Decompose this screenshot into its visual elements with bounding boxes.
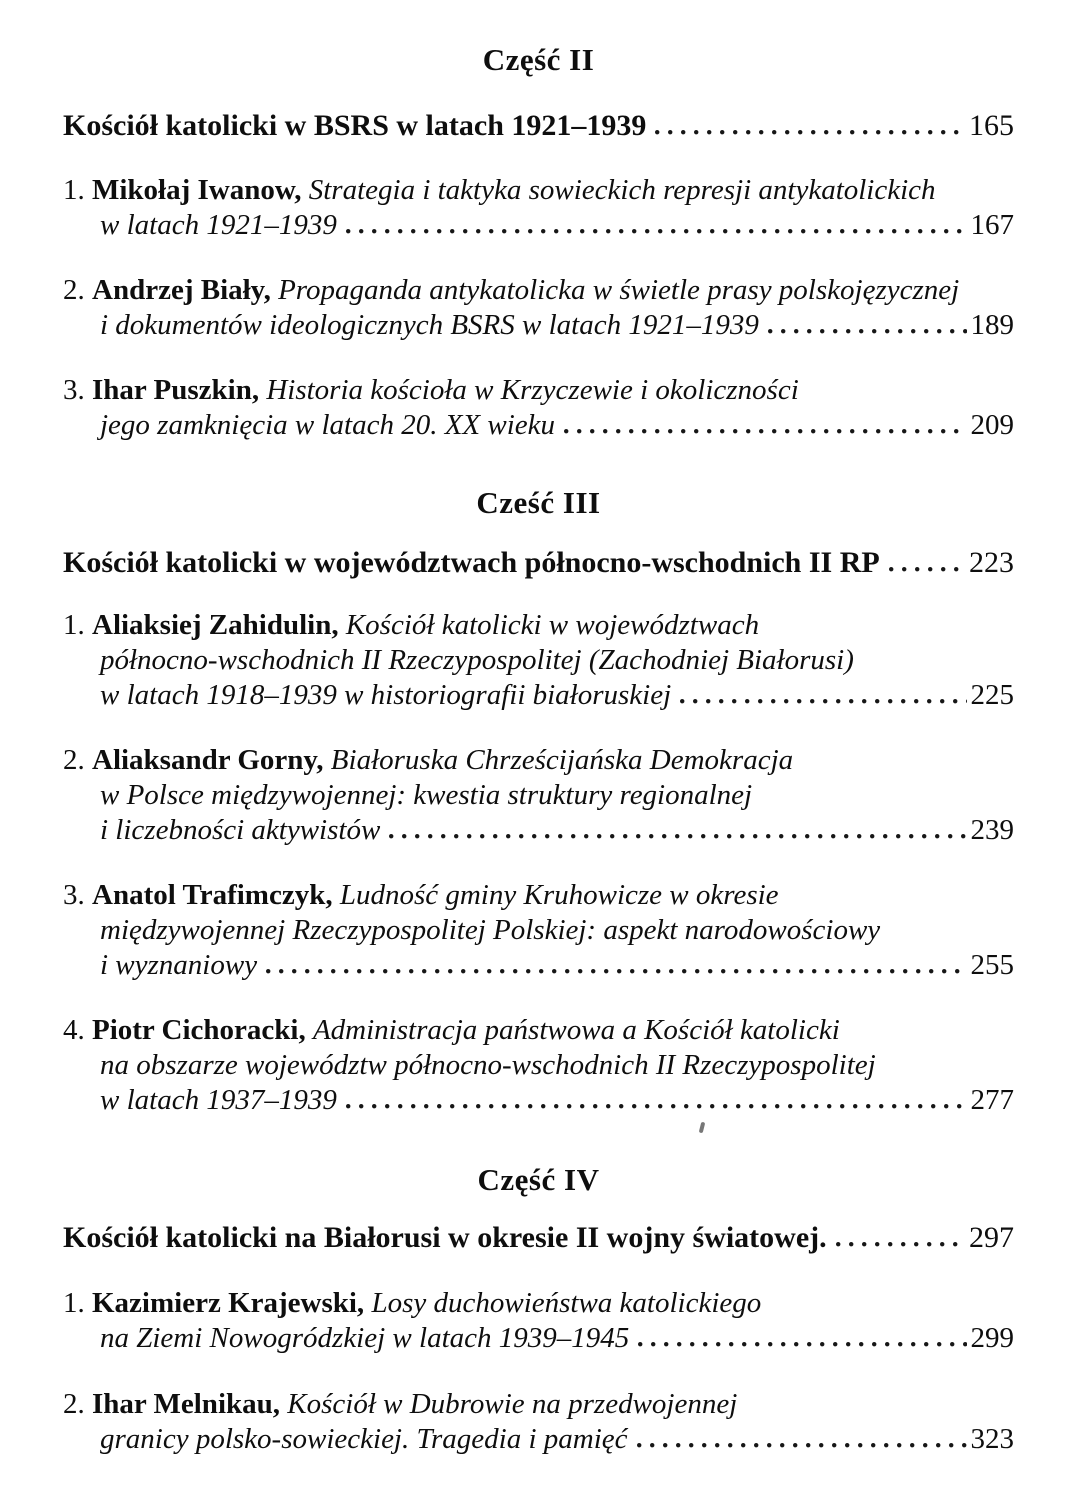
dot-leader <box>680 699 966 704</box>
dot-leader <box>266 969 966 974</box>
item-last-line <box>100 208 1014 243</box>
part-heading-2: Część II <box>482 42 595 77</box>
item-title: Ludność gminy Kruhowicze w okresie <box>339 879 779 911</box>
item-title: Historia kościoła w Krzyczewie i okoliczności <box>266 374 799 406</box>
item-author: Mikołaj Iwanow, <box>92 174 302 206</box>
part-title-row-4 <box>63 1220 1014 1256</box>
toc-item <box>63 743 1014 848</box>
item-first-line <box>63 743 1014 778</box>
item-last-line <box>100 308 1014 343</box>
item-title-cont: granicy polsko-sowieckiej. Tragedia i pamięć <box>100 1423 628 1455</box>
item-first-line <box>63 878 1014 913</box>
dot-leader <box>768 329 967 334</box>
dot-leader <box>389 834 966 839</box>
item-first-line <box>63 1387 1014 1422</box>
page-number: 297 <box>969 1221 1014 1254</box>
page-number: 299 <box>970 1322 1014 1354</box>
item-author: Anatol Trafimczyk, <box>92 879 333 911</box>
item-author: Kazimierz Krajewski, <box>92 1287 365 1319</box>
part-heading-3: Cześć III <box>476 485 601 520</box>
page-number: 255 <box>970 949 1014 981</box>
page-number: 165 <box>969 109 1014 142</box>
page-number: 189 <box>970 309 1014 341</box>
part-title-text: Kościół katolicki na Białorusi w okresie II wojny światowej. <box>63 1221 827 1254</box>
item-last-line <box>100 408 1014 443</box>
item-title-cont: w latach 1921–1939 <box>100 209 337 241</box>
item-author: Ihar Puszkin, <box>92 374 260 406</box>
item-title-cont: i dokumentów ideologicznych BSRS w latach 1921–1939 <box>100 309 759 341</box>
item-last-line <box>100 1083 1014 1118</box>
item-title-cont: jego zamknięcia w latach 20. XX wieku <box>100 409 556 441</box>
item-author: Ihar Melnikau, <box>92 1388 281 1420</box>
page-number: 223 <box>969 546 1014 579</box>
page-number: 167 <box>970 209 1014 241</box>
part-title-text: Kościół katolicki w województwach północno-wschodnich II RP <box>63 546 880 579</box>
item-number: 4. <box>63 1014 85 1046</box>
page-number: 209 <box>970 409 1014 441</box>
toc-item <box>63 373 1014 443</box>
item-number: 1. <box>63 609 85 641</box>
item-author: Aliaksandr Gorny, <box>92 744 324 776</box>
part-title-row-3 <box>63 545 1014 581</box>
item-last-line <box>100 948 1014 983</box>
page-number: 277 <box>970 1084 1014 1116</box>
item-first-line <box>63 1286 1014 1321</box>
toc-item <box>63 608 1014 713</box>
dot-leader <box>638 1342 966 1347</box>
item-title-cont: na Ziemi Nowogródzkiej w latach 1939–1945 <box>100 1322 630 1354</box>
item-number: 2. <box>63 1388 85 1420</box>
item-first-line <box>63 373 1014 408</box>
item-first-line <box>63 173 1014 208</box>
dot-leader <box>346 229 967 234</box>
dot-leader <box>889 567 965 572</box>
dot-leader <box>346 1104 967 1109</box>
item-author: Piotr Cichoracki, <box>92 1014 306 1046</box>
item-number: 2. <box>63 274 85 306</box>
dot-leader <box>637 1443 967 1448</box>
item-last-line <box>100 1321 1014 1356</box>
item-author: Andrzej Biały, <box>92 274 271 306</box>
item-last-line <box>100 1422 1014 1457</box>
part-title-text: Kościół katolicki w BSRS w latach 1921–1939 <box>63 109 647 142</box>
toc-item <box>63 173 1014 243</box>
item-number: 2. <box>63 744 85 776</box>
item-title: Strategia i taktyka sowieckich represji antykatolickich <box>308 174 936 206</box>
item-title: Administracja państwowa a Kościół katolicki <box>312 1014 840 1046</box>
item-first-line <box>63 1013 1014 1048</box>
item-number: 3. <box>63 374 85 406</box>
item-mid-line: północno-wschodnich II Rzeczypospolitej (Zachodniej Białorusi) <box>100 644 854 676</box>
item-last-line <box>100 813 1014 848</box>
toc-item <box>63 273 1014 343</box>
dot-leader <box>655 130 965 135</box>
item-author: Aliaksiej Zahidulin, <box>92 609 339 641</box>
item-title: Propaganda antykatolicka w świetle prasy polskojęzycznej <box>278 274 960 306</box>
toc-item <box>63 1013 1014 1118</box>
item-mid-line: na obszarze województw północno-wschodnich II Rzeczypospolitej <box>100 1049 876 1081</box>
item-title: Losy duchowieństwa katolickiego <box>371 1287 762 1319</box>
item-number: 3. <box>63 879 85 911</box>
part-heading-4: Część IV <box>477 1162 600 1197</box>
toc-item <box>63 1286 1014 1356</box>
item-mid-line: w Polsce międzywojennej: kwestia struktury regionalnej <box>100 779 753 811</box>
item-first-line <box>63 608 1014 643</box>
item-title: Kościół katolicki w województwach <box>345 609 760 641</box>
item-number: 1. <box>63 1287 85 1319</box>
dot-leader <box>836 1242 965 1247</box>
page-number: 239 <box>970 814 1014 846</box>
item-title-cont: i liczebności aktywistów <box>100 814 381 846</box>
page-number: 225 <box>970 679 1014 711</box>
toc-item <box>63 878 1014 983</box>
part-title-row-2 <box>63 108 1014 144</box>
dot-leader <box>564 429 966 434</box>
toc-item <box>63 1387 1014 1457</box>
item-title-cont: w latach 1937–1939 <box>100 1084 337 1116</box>
item-title: Białoruska Chrześcijańska Demokracja <box>330 744 794 776</box>
item-title: Kościół w Dubrowie na przedwojennej <box>287 1388 738 1420</box>
page-number: 323 <box>970 1423 1014 1455</box>
item-title-cont: i wyznaniowy <box>100 949 258 981</box>
item-title-cont: w latach 1918–1939 w historiografii białoruskiej <box>100 679 672 711</box>
item-first-line <box>63 273 1014 308</box>
scan-artifact-speck <box>699 1122 706 1134</box>
item-mid-line: międzywojennej Rzeczypospolitej Polskiej: aspekt narodowościowy <box>100 914 881 946</box>
item-last-line <box>100 678 1014 713</box>
item-number: 1. <box>63 174 85 206</box>
